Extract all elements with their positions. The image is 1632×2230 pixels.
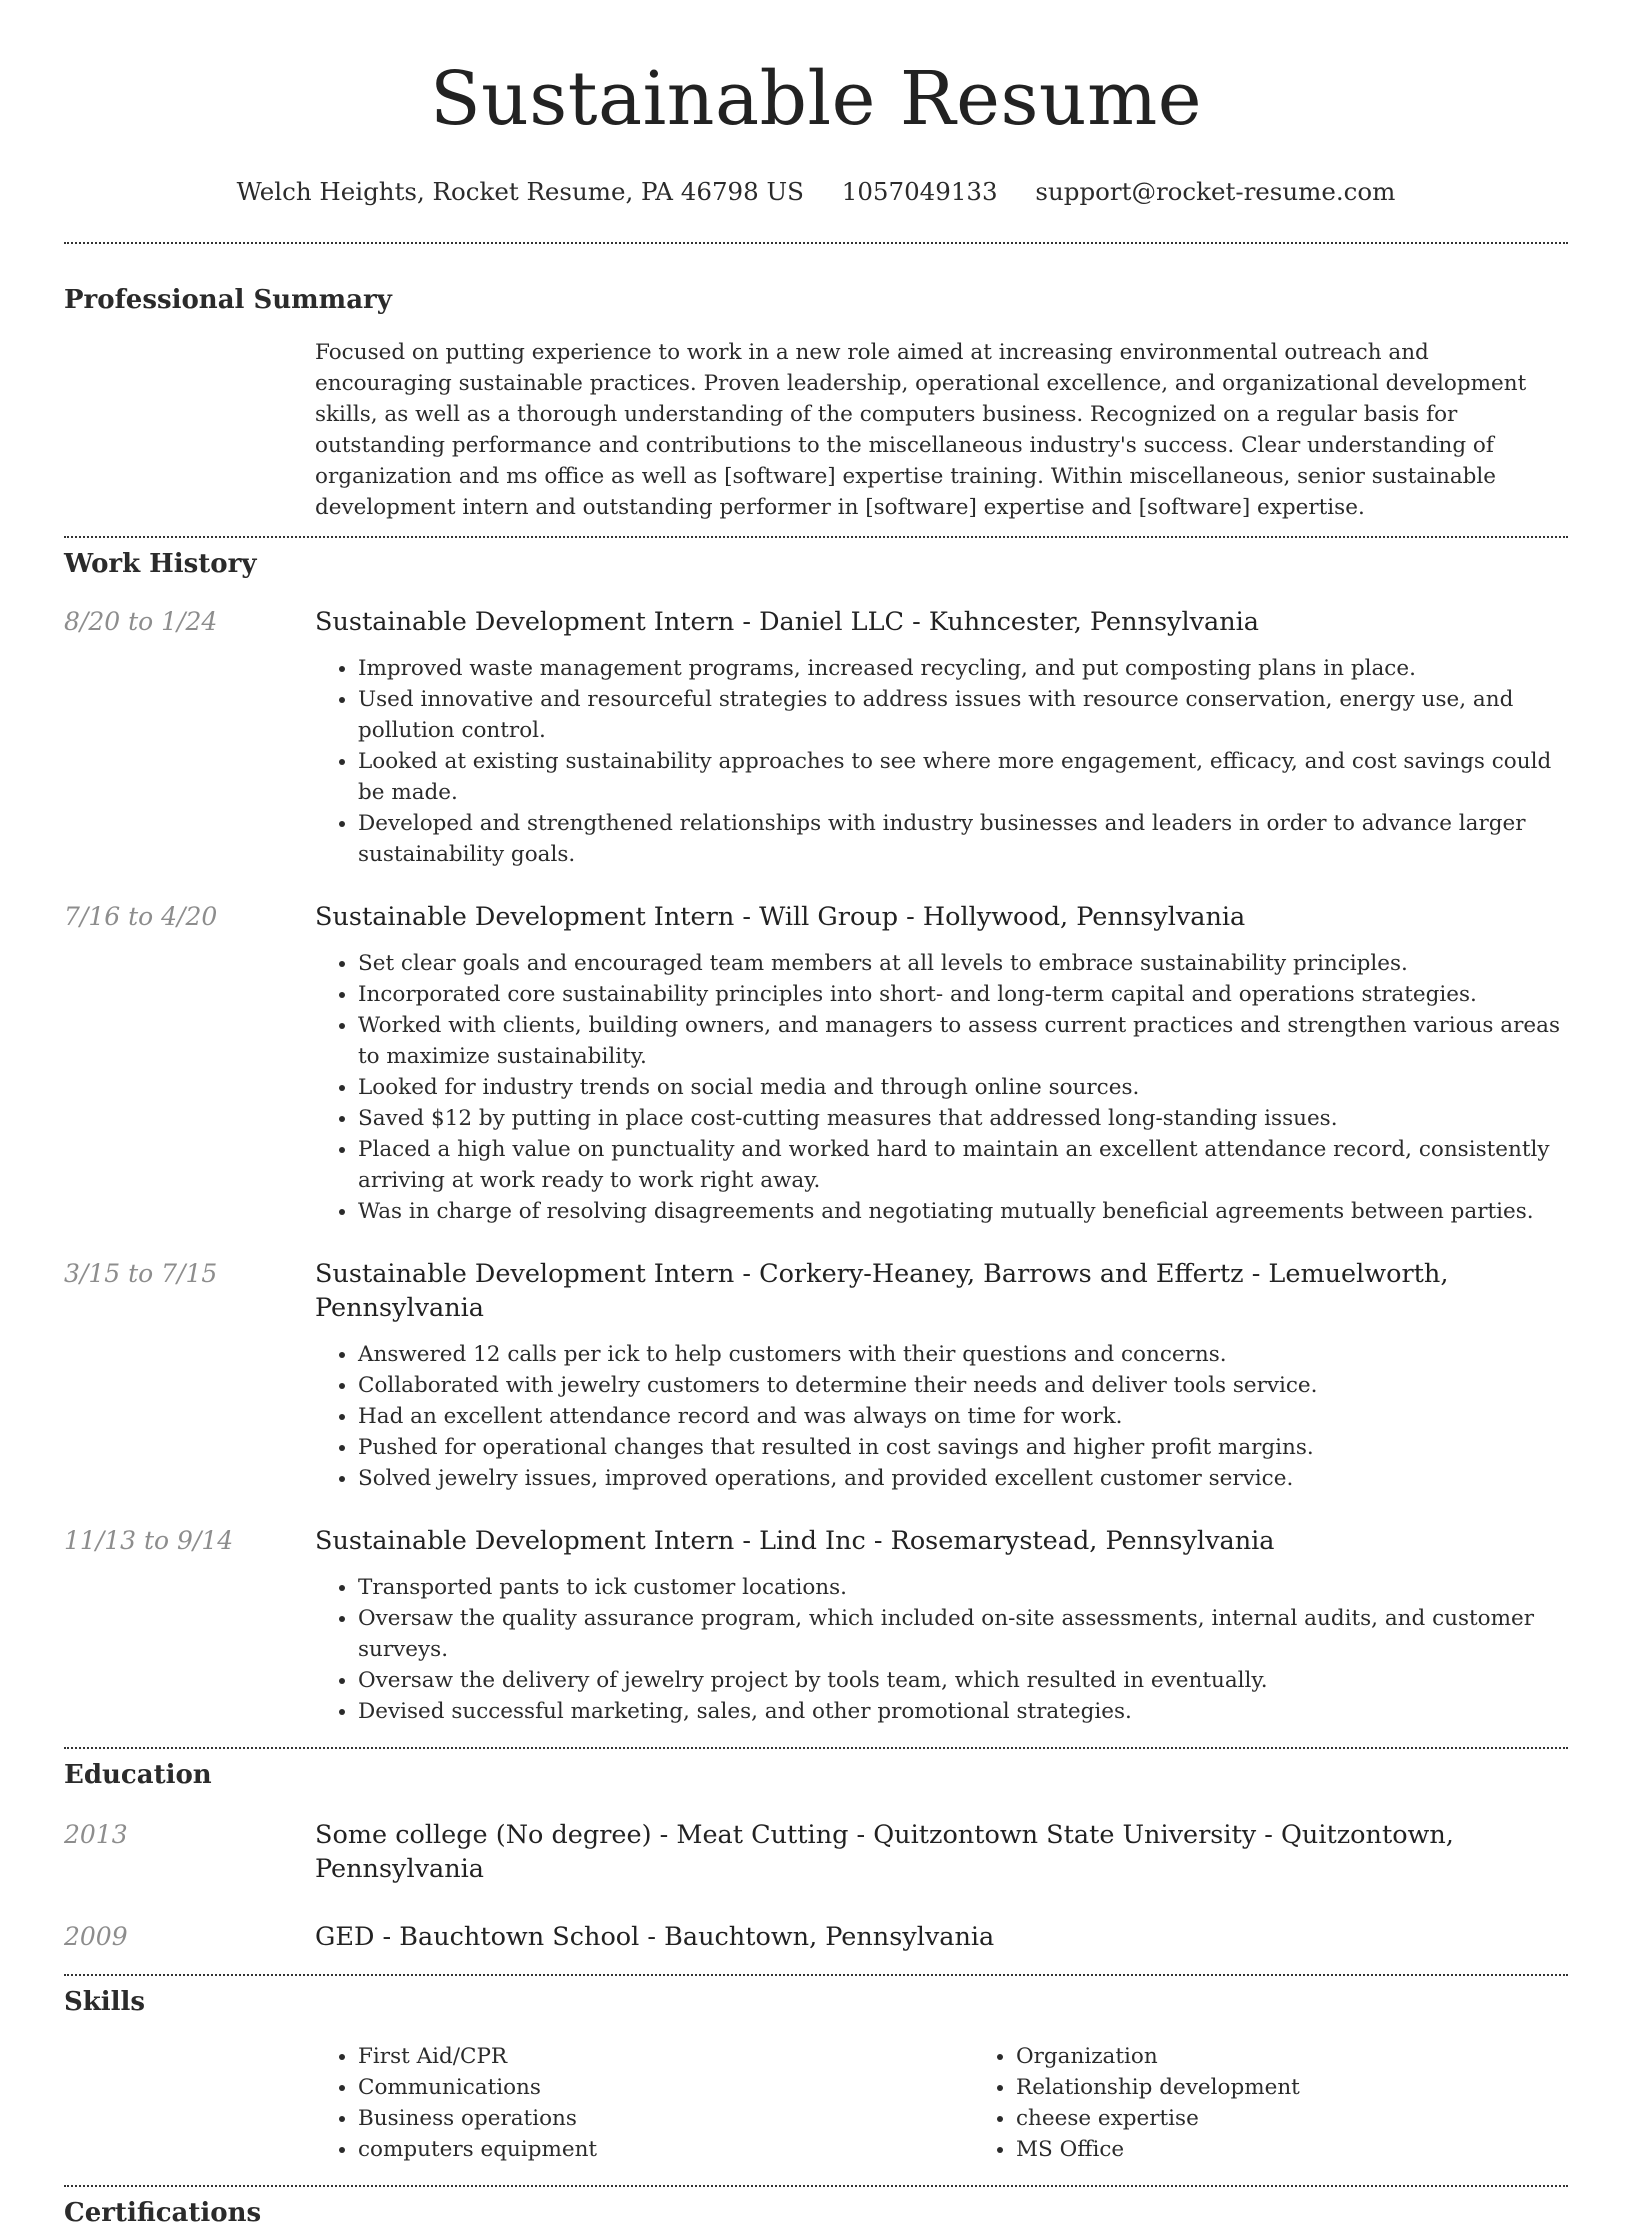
education-year: 2013: [64, 1820, 128, 1849]
list-item: • Set clear goals and encouraged team members at all levels to embrace sustainability principles.: [358, 948, 1568, 979]
resume-page: [64, 0, 1568, 2230]
resume-name: Sustainable Resume: [429, 56, 1203, 142]
section-summary: [64, 283, 1568, 523]
section-title-education: Education: [64, 1760, 212, 1790]
education-year: 2009: [64, 1922, 128, 1951]
skill-item: • Relationship development: [1016, 2072, 1631, 2103]
skills-spacer: [64, 2041, 315, 2165]
divider: [64, 536, 1568, 538]
list-item: • Placed a high value on punctuality and worked hard to maintain an excellent attendance record, consistently arriving at work ready to work right away.: [358, 1134, 1568, 1196]
job-title: Sustainable Development Intern - Lind Inc - Rosemarystead, Pennsylvania: [315, 1526, 1275, 1556]
education-text: Some college (No degree) - Meat Cutting - Quitzontown State University - Quitzontown, Pennsylvania: [315, 1820, 1454, 1884]
skill-item: • MS Office: [1016, 2134, 1631, 2165]
list-item: • Improved waste management programs, increased recycling, and put composting plans in place.: [358, 653, 1568, 684]
contact-phone: 1057049133: [841, 177, 998, 206]
job-dates: 11/13 to 9/14: [64, 1526, 234, 1555]
contact-line: [64, 176, 1568, 208]
skill-item: • Business operations: [358, 2103, 973, 2134]
list-item: • Developed and strengthened relationships with industry businesses and leaders in order to advance larger sustainability goals.: [358, 808, 1568, 870]
skill-item: • cheese expertise: [1016, 2103, 1631, 2134]
list-item: • Oversaw the quality assurance program, which included on-site assessments, internal audits, and customer surveys.: [358, 1603, 1568, 1665]
job-entry: [64, 605, 1568, 870]
section-title-skills: Skills: [64, 1987, 146, 2017]
section-education: [64, 1758, 1568, 1954]
section-certifications: [64, 2196, 1568, 2230]
list-item: • Solved jewelry issues, improved operations, and provided excellent customer service.: [358, 1463, 1568, 1494]
job-bullets: [315, 948, 1568, 1227]
list-item: • Pushed for operational changes that resulted in cost savings and higher profit margins.: [358, 1432, 1568, 1463]
job-dates: 7/16 to 4/20: [64, 902, 218, 931]
contact-email: support@rocket-resume.com: [1035, 177, 1396, 206]
section-title-work: Work History: [64, 549, 257, 579]
list-item: • Saved $12 by putting in place cost-cutting measures that addressed long-standing issues.: [358, 1103, 1568, 1134]
skill-item: • computers equipment: [358, 2134, 973, 2165]
list-item: • Worked with clients, building owners, and managers to assess current practices and strengthen various areas to maximize sustainability.: [358, 1010, 1568, 1072]
skill-item: • Communications: [358, 2072, 973, 2103]
list-item: • Looked at existing sustainability approaches to see where more engagement, efficacy, and cost savings could be made.: [358, 746, 1568, 808]
education-text: GED - Bauchtown School - Bauchtown, Pennsylvania: [315, 1922, 995, 1952]
contact-address: Welch Heights, Rocket Resume, PA 46798 US: [236, 177, 804, 206]
section-title-summary: Professional Summary: [64, 285, 392, 315]
divider: [64, 1974, 1568, 1976]
job-title: Sustainable Development Intern - Corkery-Heaney, Barrows and Effertz - Lemuelworth, Pennsylvania: [315, 1259, 1449, 1323]
job-title: Sustainable Development Intern - Will Group - Hollywood, Pennsylvania: [315, 902, 1246, 932]
divider: [64, 242, 1568, 244]
list-item: • Was in charge of resolving disagreements and negotiating mutually beneficial agreements between parties.: [358, 1196, 1568, 1227]
job-dates: 3/15 to 7/15: [64, 1259, 218, 1288]
job-bullets: [315, 653, 1568, 870]
job-entry: [64, 900, 1568, 1227]
list-item: • Incorporated core sustainability principles into short- and long-term capital and operations strategies.: [358, 979, 1568, 1010]
section-title-certifications: Certifications: [64, 2198, 262, 2228]
skills-list-left: [315, 2041, 973, 2165]
summary-spacer: [64, 337, 315, 523]
list-item: • Answered 12 calls per ick to help customers with their questions and concerns.: [358, 1339, 1568, 1370]
list-item: • Devised successful marketing, sales, and other promotional strategies.: [358, 1696, 1568, 1727]
divider: [64, 2185, 1568, 2187]
list-item: • Used innovative and resourceful strategies to address issues with resource conservation, energy use, and pollution control.: [358, 684, 1568, 746]
section-work-history: [64, 547, 1568, 1727]
skills-list-right: [973, 2041, 1631, 2165]
list-item: • Had an excellent attendance record and was always on time for work.: [358, 1401, 1568, 1432]
section-skills: [64, 1985, 1568, 2165]
divider: [64, 1747, 1568, 1749]
job-dates: 8/20 to 1/24: [64, 607, 218, 636]
summary-text: Focused on putting experience to work in a new role aimed at increasing environmental outreach and encouraging sustainable practices. Proven leadership, operational excellence, and organizational development skills, as well as a thorough understanding of the computers business. Recognized on a regular basis for outstanding performance and contributions to the miscellaneous industry's success. Clear understanding of organization and ms office as well as [software] expertise training. Within miscellaneous, senior sustainable development intern and outstanding performer in [software] expertise and [software] expertise.: [315, 340, 1527, 520]
list-item: • Collaborated with jewelry customers to determine their needs and deliver tools service.: [358, 1370, 1568, 1401]
education-entry: [64, 1818, 1568, 1886]
job-entry: [64, 1257, 1568, 1494]
job-bullets: [315, 1339, 1568, 1494]
list-item: • Looked for industry trends on social media and through online sources.: [358, 1072, 1568, 1103]
list-item: • Oversaw the delivery of jewelry project by tools team, which resulted in eventually.: [358, 1665, 1568, 1696]
education-entry: [64, 1920, 1568, 1954]
list-item: • Transported pants to ick customer locations.: [358, 1572, 1568, 1603]
job-title: Sustainable Development Intern - Daniel LLC - Kuhncester, Pennsylvania: [315, 607, 1259, 637]
skill-item: • First Aid/CPR: [358, 2041, 973, 2072]
job-entry: [64, 1524, 1568, 1727]
skill-item: • Organization: [1016, 2041, 1631, 2072]
job-bullets: [315, 1572, 1568, 1727]
